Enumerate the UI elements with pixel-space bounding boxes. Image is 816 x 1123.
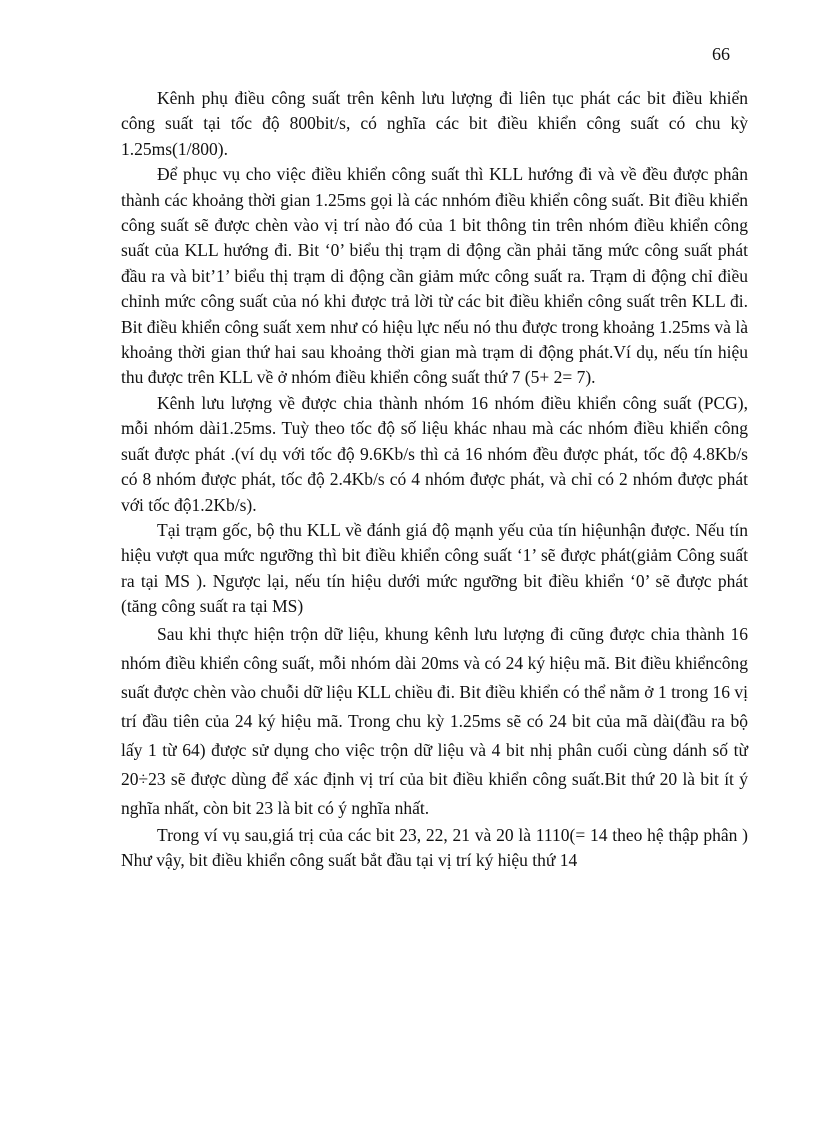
paragraph-example-bit-position: Trong ví vụ sau,giá trị của các bit 23, 22, 21 và 20 là 1110(= 14 theo hệ thập phân ) Như vậy, bit điều khiển công suất bắt đầu tại vị trí ký hiệu thứ 14 (121, 824, 748, 870)
page-number: 66 (712, 44, 730, 64)
paragraph-base-station-receiver: Tại trạm gốc, bộ thu KLL về đánh giá độ mạnh yếu của tín hiệunhận được. Nếu tín hiệu vượt qua mức ngưỡng thì bit điều khiển công suất ‘1’ sẽ được phát(giảm Công suất ra tại MS ). Ngược lại, nếu tín hiệu dưới mức ngưỡng bit điều khiển ‘0’ sẽ được phát (tăng công suất ra tại MS) (121, 519, 748, 617)
paragraph-power-control-subchannel: Kênh phụ điều công suất trên kênh lưu lượng đi liên tục phát các bit điều khiển công suất tại tốc độ 800bit/s, có nghĩa các bit điều khiển công suất có chu kỳ 1.25ms(1/800). (121, 88, 748, 159)
paragraph-reverse-traffic-channel: Kênh lưu lượng về được chia thành nhóm 16 nhóm điều khiển công suất (PCG), mỗi nhóm dài1.25ms. Tuỳ theo tốc độ số liệu khác nhau mà các nhóm điều khiển công suất được phát .(ví dụ với tốc độ 9.6Kb/s thì cả 16 nhóm đều được phát, tốc độ 4.8Kb/s có 8 nhóm được phát, tốc độ 2.4Kb/s có 4 nhóm được phát, và chỉ có 2 nhóm được phát với tốc độ1.2Kb/s). (121, 392, 748, 515)
paragraph-data-scrambling: Sau khi thực hiện trộn dữ liệu, khung kênh lưu lượng đi cũng được chia thành 16 nhóm điều khiển công suất, mỗi nhóm dài 20ms và có 24 ký hiệu mã. Bit điều khiểncông suất được chèn vào chuỗi dữ liệu KLL chiều đi. Bit điều khiển có thể nằm ở 1 trong 16 vị trí đầu tiên của 24 ký hiệu mã. Trong chu kỳ 1.25ms sẽ có 24 bit của mã dài(đầu ra bộ lấy 1 từ 64) được sử dụng cho việc trộn dữ liệu và 4 bit nhị phân cuối cùng dánh số từ 20÷23 sẽ được dùng để xác định vị trí của bit điều khiển công suất.Bit thứ 20 là bit ít ý nghĩa nhất, còn bit 23 là bit có ý nghĩa nhất. (121, 623, 748, 818)
document-body (121, 86, 748, 873)
paragraph-power-control-groups: Để phục vụ cho việc điều khiển công suất thì KLL hướng đi và về đều được phân thành các khoảng thời gian 1.25ms gọi là các nnhóm điều khiển công suất. Bit điều khiển công suất sẽ được chèn vào vị trí nào đó của 1 bit thông tin trên nhóm điều khiển công suất của KLL hướng đi. Bit ‘0’ biểu thị trạm di động cần phải tăng mức công suất phát đầu ra và bit’1’ biểu thị trạm di động cần giảm mức công suất ra. Trạm di động chỉ điều chỉnh mức công suất của nó khi được trả lời từ các bit điều khiển công suất trên KLL đi. Bit điều khiển công suất xem như có hiệu lực nếu nó thu được trong khoảng 1.25ms và là khoảng thời gian thứ hai sau khoảng thời gian mà trạm di động phát.Ví dụ, nếu tín hiệu thu được trên KLL về ở nhóm điều khiển công suất thứ 7 (5+ 2= 7). (121, 164, 748, 388)
